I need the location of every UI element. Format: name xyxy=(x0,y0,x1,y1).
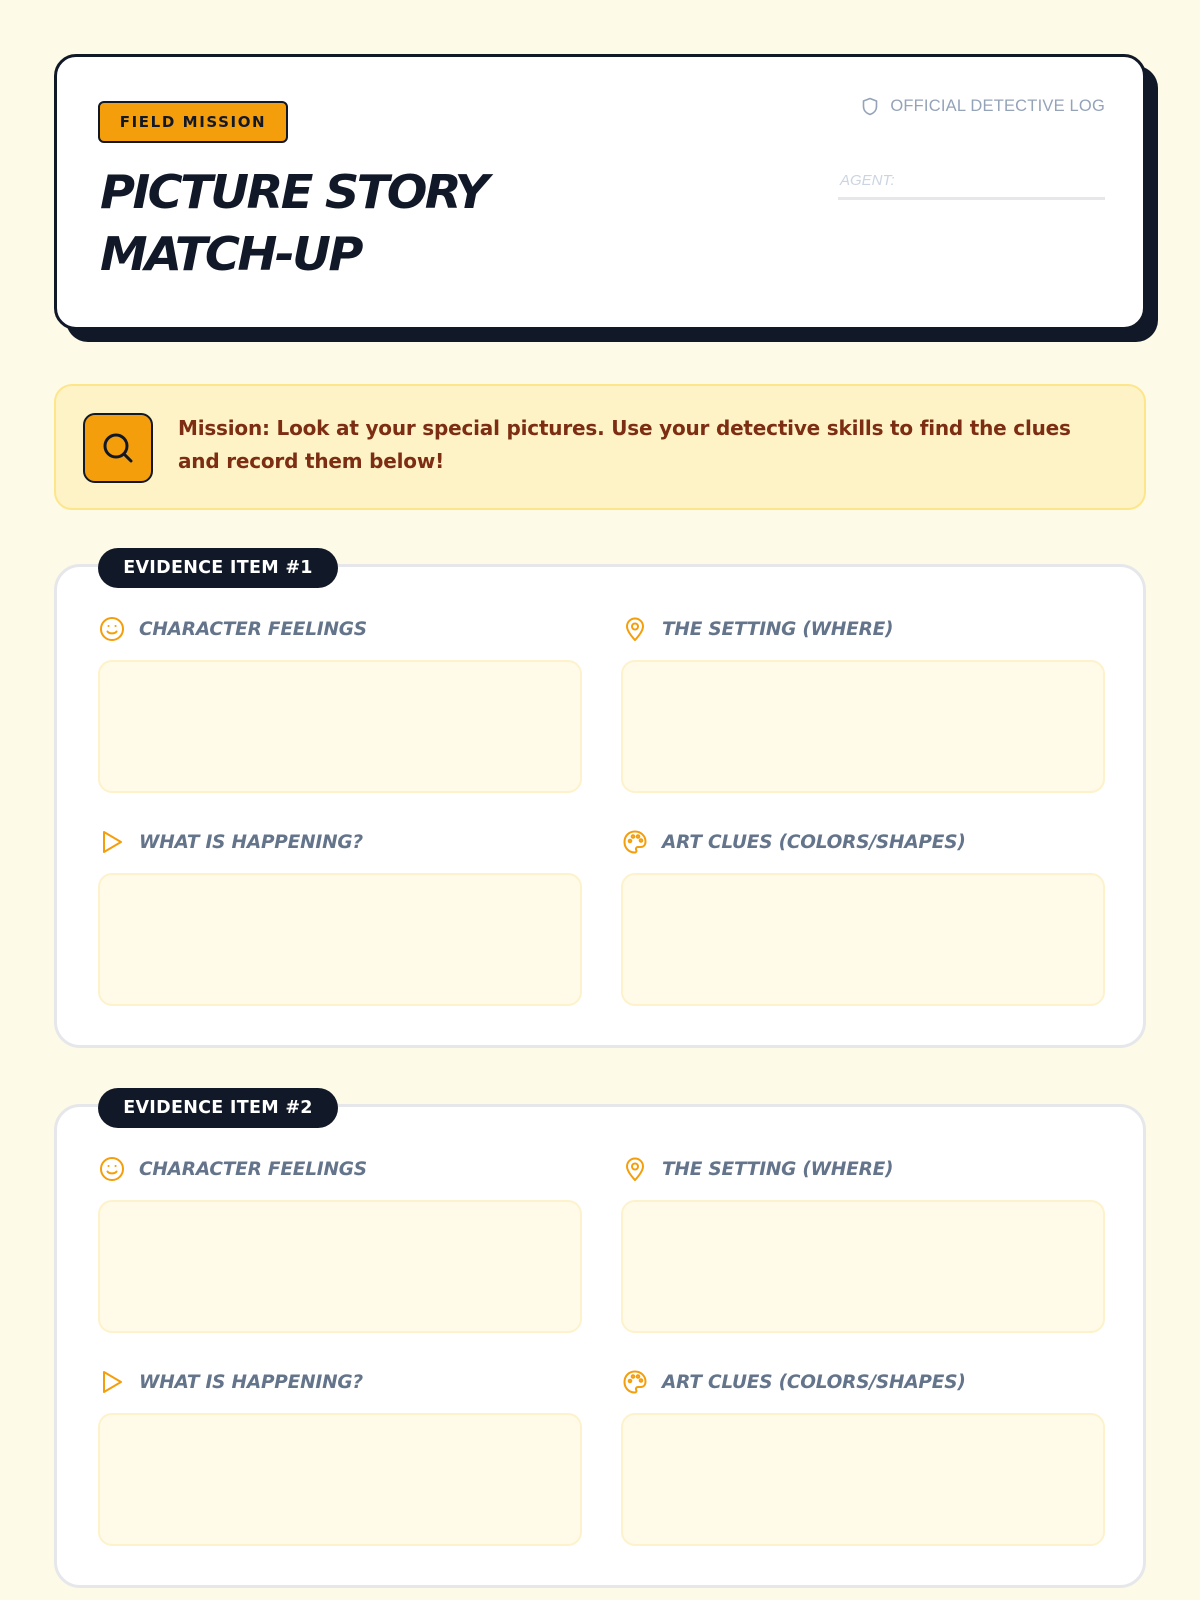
field-label-text: WHAT IS HAPPENING? xyxy=(139,831,363,853)
agent-name-field[interactable] xyxy=(838,163,1105,200)
character-feelings-field xyxy=(98,615,582,793)
what-is-happening-field xyxy=(98,828,582,1006)
art-clues-field xyxy=(621,828,1105,1006)
header-card xyxy=(54,54,1146,330)
palette-icon xyxy=(622,829,648,855)
official-log-label xyxy=(862,97,1105,116)
shield-icon xyxy=(862,97,878,116)
field-label xyxy=(621,1155,1105,1183)
agent-placeholder: AGENT: xyxy=(840,171,895,189)
mission-instructions: Mission: Look at your special pictures. Use your detective skills to find the clues and record them below! xyxy=(178,416,1071,473)
title-line-1: PICTURE STORY xyxy=(100,165,487,219)
answer-box[interactable] xyxy=(621,873,1105,1006)
map-pin-icon xyxy=(622,1156,648,1182)
smile-icon xyxy=(99,1156,125,1182)
evidence-card-1 xyxy=(54,558,1146,1048)
art-clues-field xyxy=(621,1368,1105,1546)
mission-banner xyxy=(54,384,1146,510)
character-feelings-field xyxy=(98,1155,582,1333)
official-log-text: OFFICIAL DETECTIVE LOG xyxy=(890,97,1105,115)
field-label xyxy=(621,1368,1105,1396)
answer-box[interactable] xyxy=(621,660,1105,793)
map-pin-icon xyxy=(622,616,648,642)
field-label xyxy=(621,615,1105,643)
setting-field xyxy=(621,1155,1105,1333)
field-label xyxy=(98,1155,582,1183)
setting-field xyxy=(621,615,1105,793)
field-label-text: ART CLUES (COLORS/SHAPES) xyxy=(662,831,966,853)
play-icon xyxy=(99,1369,125,1395)
field-label xyxy=(98,1368,582,1396)
smile-icon xyxy=(99,616,125,642)
answer-box[interactable] xyxy=(98,1200,582,1333)
answer-box[interactable] xyxy=(98,1413,582,1546)
field-label xyxy=(621,828,1105,856)
evidence-tag: EVIDENCE ITEM #2 xyxy=(98,1088,338,1128)
evidence-card-2 xyxy=(54,1098,1146,1588)
worksheet-page xyxy=(54,54,1146,1393)
field-label-text: THE SETTING (WHERE) xyxy=(662,1158,894,1180)
palette-icon xyxy=(622,1369,648,1395)
evidence-tag: EVIDENCE ITEM #1 xyxy=(98,548,338,588)
what-is-happening-field xyxy=(98,1368,582,1546)
field-label xyxy=(98,615,582,643)
page-title xyxy=(100,161,487,285)
field-label-text: ART CLUES (COLORS/SHAPES) xyxy=(662,1371,966,1393)
play-icon xyxy=(99,829,125,855)
field-label-text: CHARACTER FEELINGS xyxy=(139,618,367,640)
search-icon xyxy=(83,413,153,483)
answer-box[interactable] xyxy=(98,873,582,1006)
field-label-text: CHARACTER FEELINGS xyxy=(139,1158,367,1180)
field-label-text: WHAT IS HAPPENING? xyxy=(139,1371,363,1393)
field-label xyxy=(98,828,582,856)
field-label-text: THE SETTING (WHERE) xyxy=(662,618,894,640)
answer-box[interactable] xyxy=(621,1200,1105,1333)
answer-box[interactable] xyxy=(98,660,582,793)
field-mission-badge: FIELD MISSION xyxy=(98,101,288,143)
title-line-2: MATCH-UP xyxy=(100,227,361,281)
answer-box[interactable] xyxy=(621,1413,1105,1546)
